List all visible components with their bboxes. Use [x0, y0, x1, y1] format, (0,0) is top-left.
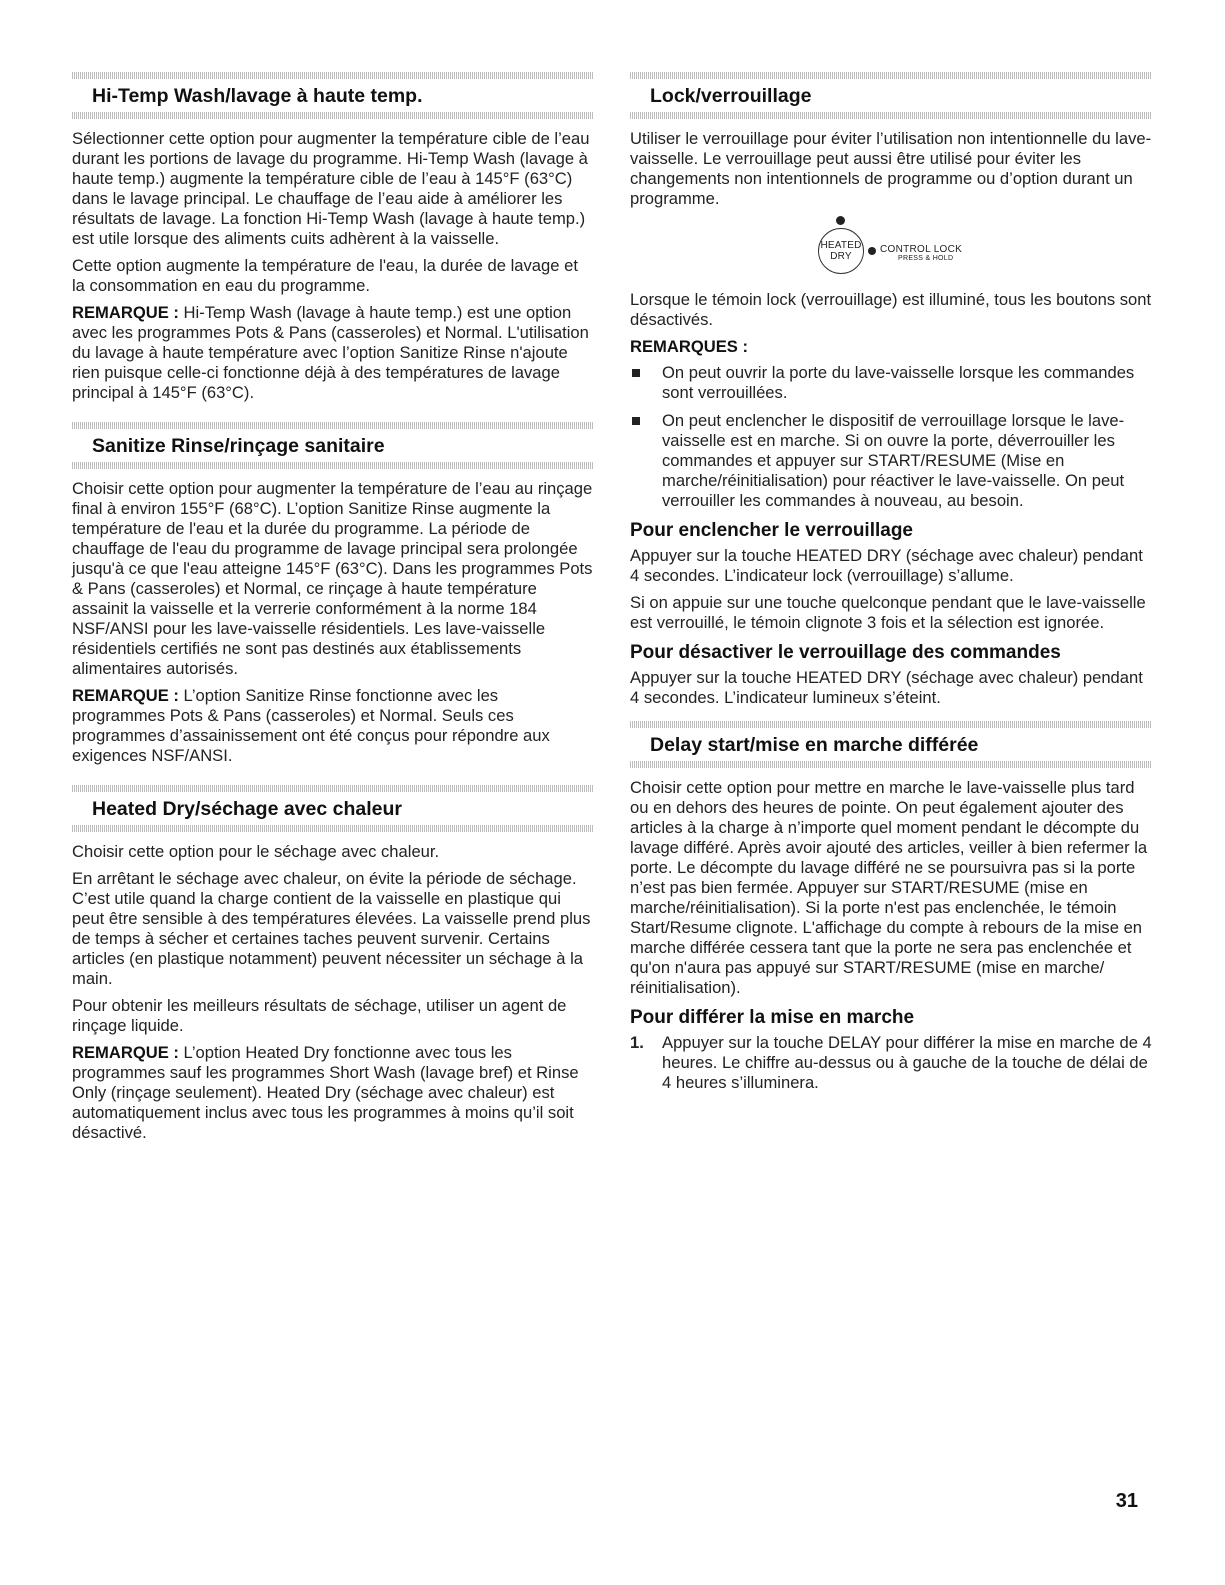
notes-label: REMARQUES : — [630, 337, 749, 356]
press-hold-label: PRESS & HOLD — [898, 255, 954, 262]
note-paragraph — [72, 303, 594, 403]
section-heading: Lock/verrouillage — [650, 85, 812, 107]
divider — [630, 761, 1152, 768]
knob-label-line1: HEATED — [820, 240, 862, 251]
paragraph: Lorsque le témoin lock (verrouillage) est illuminé, tous les boutons sont désactivés. — [630, 290, 1152, 329]
section-header — [630, 72, 1152, 119]
page-number: 31 — [1115, 1490, 1138, 1512]
notes-list — [630, 363, 1152, 511]
section-heading: Delay start/mise en marche différée — [650, 734, 979, 756]
paragraph: Choisir cette option pour augmenter la température de l’eau au rinçage final à environ 155°F (68°C). L’option Sanitize Rinse augmente la température de l'eau et la durée du programme. La période de chauffage de l'eau du programme de lavage principal sera prolongée jusqu'à ce que l'eau atteigne 145°F (63°C). Dans les programmes Pots & Pans (casseroles) et Normal, ce rinçage à haute température assainit la vaisselle et la verrerie conformément à la norme 184 NSF/ANSI pour les lave-vaisselle résidentiels. Les lave-vaisselle résidentiels certifiés ne sont pas destinés aux établissements alimentaires autorisés. — [72, 479, 593, 678]
note-label: REMARQUE : — [72, 1043, 179, 1062]
divider — [72, 112, 594, 119]
section-hi-temp-wash — [72, 72, 594, 403]
step-number: 1. — [630, 1033, 644, 1052]
divider — [72, 825, 594, 832]
divider — [630, 721, 1152, 728]
divider — [72, 422, 594, 429]
control-lock-diagram — [630, 216, 1152, 280]
divider — [72, 462, 594, 469]
list-item: On peut enclencher le dispositif de verrouillage lorsque le lave-vaisselle est en marche. Si on ouvre la porte, déverrouiller les commandes et appuyer sur START/RESUME (Mise en marche/réinitialisation) pour réactiver le lave-vaisselle. On peut verrouiller les commandes à nouveau, au besoin. — [630, 411, 1152, 511]
right-column — [630, 72, 1152, 1093]
paragraph: Utiliser le verrouillage pour éviter l’utilisation non intentionnelle du lave-vaisselle. Le verrouillage peut aussi être utilisé pour éviter les changements non intentionnels de programme ou d’option durant un programme. — [630, 129, 1152, 208]
section-header — [72, 422, 594, 469]
note-text: Hi-Temp Wash (lavage à haute temp.) est une option avec les programmes Pots & Pans (casseroles) et Normal. L'utilisation du lavage à haute température avec l’option Sanitize Rinse n'ajoute rien puisque celle-ci fonctionne déjà à des températures de lavage principal à 145°F (63°C). — [72, 303, 589, 402]
paragraph: En arrêtant le séchage avec chaleur, on évite la période de séchage. C’est utile quand la charge contient de la vaisselle en plastique qui peut être sensible à des températures élevées. La vaisselle prend plus de temps à sécher et certaines taches peuvent survenir. Certains articles (en plastique notamment) peuvent nécessiter un séchage à la main. — [72, 869, 591, 988]
step-text: Appuyer sur la touche DELAY pour différer la mise en marche de 4 heures. Le chiffre au-dessus ou à gauche de la touche de délai de 4 heures s’illuminera. — [662, 1033, 1152, 1092]
section-heading: Sanitize Rinse/rinçage sanitaire — [92, 435, 385, 457]
section-heading: Heated Dry/séchage avec chaleur — [92, 798, 403, 820]
note-paragraph — [72, 686, 594, 766]
left-column — [72, 72, 594, 1150]
section-header — [72, 785, 594, 832]
note-text: L’option Sanitize Rinse fonctionne avec les programmes Pots & Pans (casseroles) et Normal. Seuls ces programmes d’assainissement ont été conçus pour répondre aux exigences NSF/ANSI. — [72, 686, 550, 765]
lock-indicator-dot-icon — [868, 247, 876, 255]
section-heading: Hi-Temp Wash/lavage à haute temp. — [92, 85, 423, 107]
subheading: Pour différer la mise en marche — [630, 1007, 915, 1028]
section-header — [630, 721, 1152, 768]
note-label: REMARQUE : — [72, 303, 179, 322]
indicator-dot-icon — [836, 216, 845, 225]
note-label: REMARQUE : — [72, 686, 179, 705]
paragraph: Choisir cette option pour le séchage avec chaleur. — [72, 842, 440, 861]
paragraph: Cette option augmente la température de l'eau, la durée de lavage et la consommation en eau du programme. — [72, 256, 578, 295]
divider — [72, 72, 594, 79]
subheading: Pour désactiver le verrouillage des commandes — [630, 642, 1061, 663]
paragraph: Sélectionner cette option pour augmenter la température cible de l’eau durant les portions de lavage du programme. Hi-Temp Wash (lavage à haute temp.) augmente la température cible de l’eau à 145°F (63°C) dans le lavage principal. Le chauffage de l’eau aide à améliorer les résultats de lavage. La fonction Hi-Temp Wash (lavage à haute temp.) est utile lorsque des aliments cuits adhèrent à la vaisselle. — [72, 129, 590, 248]
section-heated-dry — [72, 785, 594, 1143]
list-item: On peut ouvrir la porte du lave-vaisselle lorsque les commandes sont verrouillées. — [630, 363, 1152, 403]
paragraph: Choisir cette option pour mettre en marche le lave-vaisselle plus tard ou en dehors des heures de pointe. On peut également ajouter des articles à la charge à n’importe quel moment pendant le décompte du lavage différé. Après avoir ajouté des articles, veiller à bien refermer la porte. Le décompte du lavage différé ne se poursuivra pas si la porte n’est pas bien fermée. Appuyer sur START/RESUME (mise en marche/réinitialisation). Si la porte n'est pas enclenchée, le témoin Start/Resume clignote. L'affichage du compte à rebours de la mise en marche différée cessera tant que la porte ne sera pas enclenchée et qu'on n'aura pas appuyé sur START/RESUME (mise en marche/ réinitialisation). — [630, 778, 1148, 997]
section-header — [72, 72, 594, 119]
divider — [630, 72, 1152, 79]
knob-label-line2: DRY — [830, 251, 852, 262]
list-item — [630, 1033, 1152, 1093]
note-paragraph — [72, 1043, 594, 1143]
subheading: Pour enclencher le verrouillage — [630, 520, 913, 541]
section-delay-start — [630, 721, 1152, 1093]
note-text: L’option Heated Dry fonctionne avec tous les programmes sauf les programmes Short Wash (lavage bref) et Rinse Only (rinçage seulement). Heated Dry (séchage avec chaleur) est automatiquement inclus avec tous les programmes à moins qu’il soit désactivé. — [72, 1043, 579, 1142]
paragraph: Pour obtenir les meilleurs résultats de séchage, utiliser un agent de rinçage liquide. — [72, 996, 567, 1035]
steps-list — [630, 1033, 1152, 1093]
paragraph: Appuyer sur la touche HEATED DRY (séchage avec chaleur) pendant 4 secondes. L’indicateur lock (verrouillage) s’allume. — [630, 546, 1143, 585]
section-lock — [630, 72, 1152, 708]
divider — [630, 112, 1152, 119]
heated-dry-button-icon — [818, 228, 864, 274]
paragraph: Si on appuie sur une touche quelconque pendant que le lave-vaisselle est verrouillé, le témoin clignote 3 fois et la sélection est ignorée. — [630, 593, 1146, 632]
paragraph: Appuyer sur la touche HEATED DRY (séchage avec chaleur) pendant 4 secondes. L’indicateur lumineux s’éteint. — [630, 668, 1143, 707]
section-sanitize-rinse — [72, 422, 594, 766]
divider — [72, 785, 594, 792]
control-lock-label: CONTROL LOCK — [880, 244, 963, 255]
